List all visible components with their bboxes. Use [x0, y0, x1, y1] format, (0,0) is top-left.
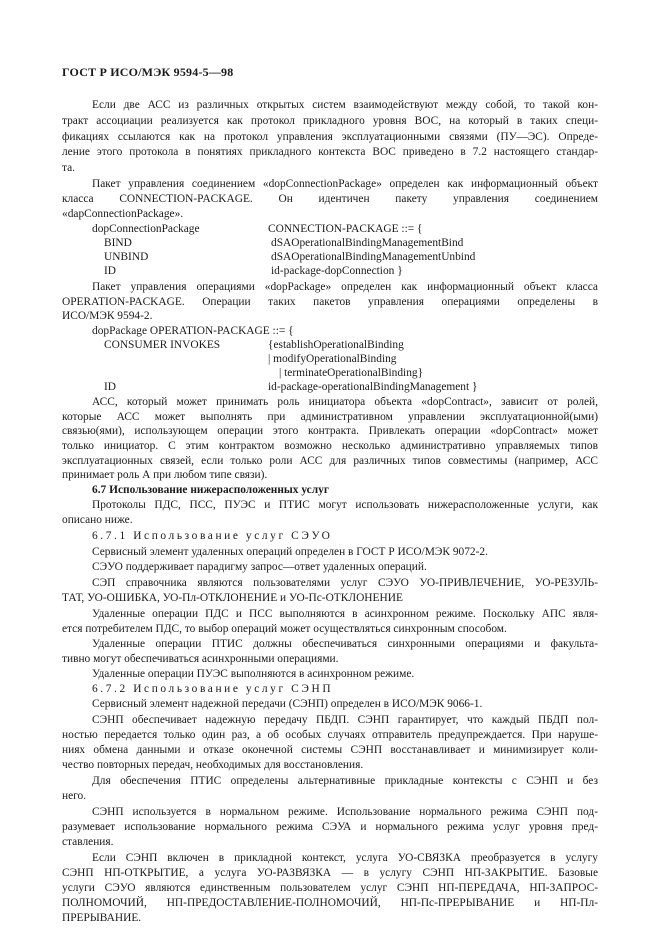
code-value: | modifyOperationalBinding [268, 353, 397, 365]
paragraph-line: ТАТ, УО-ОШИБКА, УО-Пл-ОТКЛОНЕНИЕ и УО-Пс-ОТКЛОНЕНИЕ [62, 592, 403, 604]
code-value: {establishOperationalBinding [268, 339, 404, 351]
paragraph-line: Сервисный элемент надежной передачи (СЭНП) определен в ИСО/МЭК 9066-1. [92, 698, 483, 710]
paragraph-line: принимает роль А при любом типе связи). [62, 469, 268, 481]
paragraph-line: СЭУО поддерживает парадигму запрос—ответ удаленных операций. [92, 561, 427, 573]
paragraph-line: чество повторных передач, необходимых для восстановления. [62, 759, 364, 771]
paragraph-line: тивно могут обеспечиваться асинхронными операциями. [62, 653, 339, 665]
paragraph-line: Для обеспечения ПТИС определены альтернативные прикладные контексты с СЭНП и без [92, 775, 598, 787]
paragraph-line: разумевает использование нормального режима СЭУА и нормального режима услуг уровня пред- [62, 821, 598, 833]
paragraph-line: СЭНП НП-ОТКРЫТИЕ, а услуга УО-РАЗВЯЗКА — в услугу СЭНП НП-ЗАКРЫТИЕ. Базовые [62, 867, 598, 879]
code-field: ID [104, 265, 117, 277]
paragraph-line: СЭНП обеспечивает надежную передачу ПБДП. СЭНП гарантирует, что каждый ПБДП пол- [92, 714, 598, 726]
paragraph-line: тракт ассоциации реализуется как протокол прикладного уровня ВОС, на который в таких специ- [62, 115, 598, 127]
document-header: ГОСТ Р ИСО/МЭК 9594-5—98 [62, 65, 234, 79]
paragraph-line: фикациях ссылаются как на протокол управления эксплуатационными связями (ПУ—ЭС). Опреде- [62, 131, 598, 143]
code-value: id-package-operationalBindingManagement } [268, 381, 478, 393]
code-value: dSAOperationalBindingManagementUnbind [271, 251, 476, 263]
paragraph-line: Если СЭНП включен в прикладной контекст, услуга УО-СВЯЗКА преобразуется в услугу [92, 852, 598, 864]
paragraph-line: Пакет управления операциями «dopPackage» определен как информационный объект класса [92, 281, 598, 293]
code-field: UNBIND [104, 251, 149, 263]
paragraph-line: ПОЛНОМОЧИЙ, НП-ПРЕДОСТАВЛЕНИЕ-ПОЛНОМОЧИЙ, НП-Пс-ПРЕРЫВАНИЕ и НП-Пл- [62, 897, 598, 909]
paragraph-line: та. [62, 162, 76, 174]
paragraph-line: ется потребителем ПДС, то выбор операций может осуществляться синхронным способом. [62, 623, 507, 635]
paragraph-line: эксплуатационных связей, если только роли АСС для различных типов совместимы (например, АСС [62, 455, 598, 467]
paragraph-line: ИСО/МЭК 9594-2. [62, 310, 153, 322]
subsection-heading: 6.7.2 Использование услуг СЭНП [92, 683, 334, 695]
paragraph-line: Пакет управления соединением «dopConnectionPackage» определен как информационный объект [92, 178, 598, 190]
section-heading: 6.7 Использование нижерасположенных услуг [92, 484, 329, 496]
paragraph-line: ниях обмена данными и отказе оконечной системы СЭНП восстанавливает и минимизирует коли- [62, 744, 598, 756]
paragraph-line: только инициатор. С этим контрактом возможно несколько административно управляемых типов [62, 440, 598, 452]
paragraph-line: услуги СЭУО являются единственным пользователем услуг СЭНП НП-ПЕРЕДАЧА, НП-ЗАПРОС- [62, 882, 598, 894]
paragraph-line: «dapConnectionPackage». [62, 208, 184, 220]
paragraph-line: ПРЕРЫВАНИЕ. [62, 912, 142, 924]
code-value: dSAOperationalBindingManagementBind [271, 237, 464, 249]
paragraph-line: Удаленные операции ПУЭС выполняются в асинхронном режиме. [92, 668, 415, 680]
code-field: CONSUMER INVOKES [104, 339, 221, 351]
code-field: BIND [104, 237, 132, 249]
paragraph-line: АСС, который может принимать роль инициатора объекта «dopContract», зависит от ролей, [92, 396, 598, 408]
paragraph-line: СЭП справочника являются пользователями услуг СЭУО УО-ПРИВЛЕЧЕНИЕ, УО-РЕЗУЛЬ- [92, 577, 598, 589]
paragraph-line: OPERATION-PACKAGE. Операции таких пакетов управления операциями определены в [62, 296, 598, 308]
paragraph-line: которые АСС может выполнять при административном управлении эксплуатационной(ыми) [62, 411, 598, 423]
code-definition: dopPackage OPERATION-PACKAGE ::= { [92, 325, 294, 337]
paragraph-line: Если две АСС из различных открытых систем взаимодействуют между собой, то такой кон- [92, 99, 598, 111]
paragraph-line: Протоколы ПДС, ПСС, ПУЭС и ПТИС могут использовать нижерасположенные услуги, как [92, 499, 598, 511]
paragraph-line: него. [62, 790, 87, 802]
paragraph-line: описано ниже. [62, 514, 133, 526]
paragraph-line: Сервисный элемент удаленных операций определен в ГОСТ Р ИСО/МЭК 9072-2. [92, 546, 488, 558]
paragraph-line: СЭНП используется в нормальном режиме. Использование нормального режима СЭНП под- [92, 806, 598, 818]
subsection-heading: 6.7.1 Использование услуг СЭУО [92, 530, 333, 542]
paragraph-line: связью(ями), использующем операции этого контракта. Привлекать операции «dopContract» может [62, 425, 598, 437]
paragraph-line: ление этого протокола в понятиях прикладного контекста ВОС приведено в 7.2 настоящего стандар- [62, 146, 598, 158]
code-value: id-package-dopConnection } [271, 265, 403, 277]
paragraph-line: Удаленные операции ПТИС должны обеспечиваться синхронными операциями и факульта- [92, 638, 598, 650]
paragraph-line: ставления. [62, 836, 114, 848]
paragraph-line: Удаленные операции ПДС и ПСС выполняются в асинхронном режиме. Поскольку АПС явля- [92, 608, 598, 620]
code-definition: CONNECTION-PACKAGE ::= { [268, 223, 423, 235]
paragraph-line: класса CONNECTION-PACKAGE. Он идентичен пакету управления соединением [62, 193, 598, 205]
code-field: ID [104, 381, 117, 393]
code-identifier: dopConnectionPackage [92, 223, 200, 235]
paragraph-line: ностью передается только один раз, а об особых случаях отправитель предупреждается. При наруше- [62, 729, 598, 741]
code-value: | terminateOperationalBinding} [279, 367, 424, 379]
